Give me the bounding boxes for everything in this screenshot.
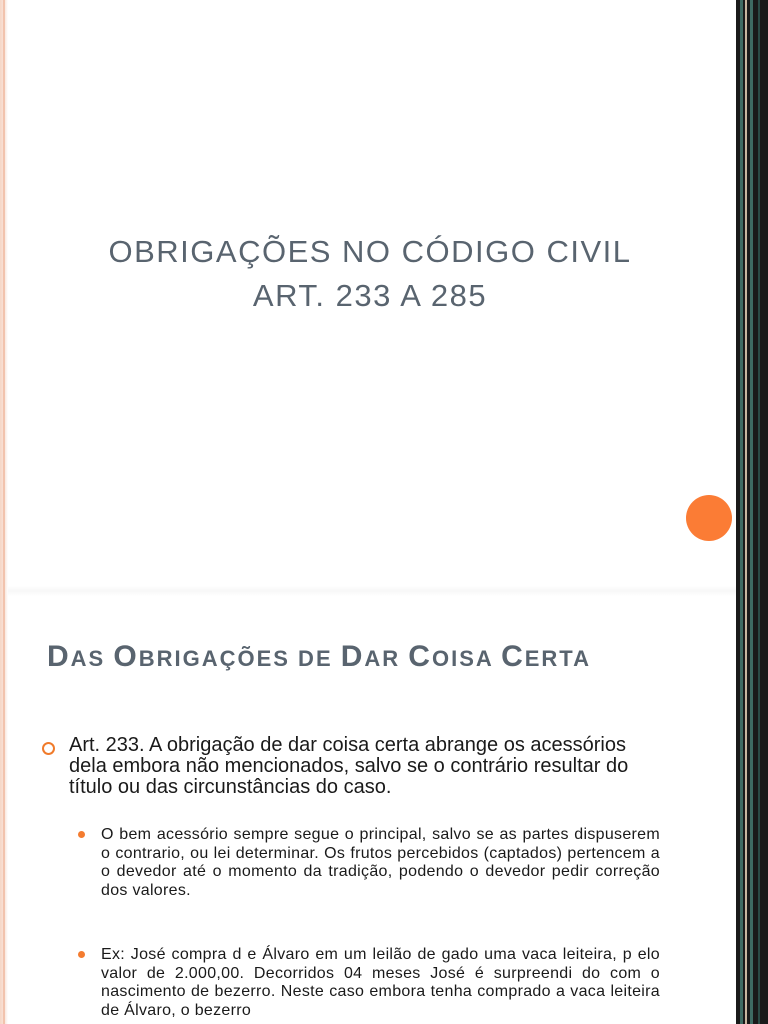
sub-bullet-2-text: Ex: José compra d e Álvaro em um leilão de gado uma vaca leiteira, p elo valor de 2.000,00. Decorridos 04 meses José é surpreendi do com o nascimento de bezerro. Neste caso embora tenha comprado a vaca leiteira de Álvaro, o bezerro <box>101 946 660 1019</box>
orange-circle-decoration <box>686 495 732 541</box>
sub-bullet-1-text: O bem acessório sempre segue o principal, salvo se as partes dispuserem o contrario, ou lei determinar. Os frutos percebidos (captados) pertencem a o devedor até o momento da tradição, podendo o devedor pedir correção dos valores. <box>101 826 660 899</box>
hollow-circle-bullet-icon <box>42 742 55 755</box>
left-edge-decoration <box>0 0 8 1024</box>
heading-cap: D <box>47 640 71 673</box>
heading-rest: AR <box>364 646 409 671</box>
slide-title <box>20 230 720 318</box>
bullet-main-text: Art. 233. A obrigação de dar coisa certa abrange os acessórios dela embora não mencionados, salvo se o contrário resultar do título ou das circunstâncias do caso. <box>69 734 629 798</box>
dot-bullet-icon <box>78 831 85 838</box>
heading-cap: C <box>501 640 525 673</box>
slide-divider <box>8 586 736 596</box>
sub-bullet-1 <box>78 826 660 900</box>
heading-rest: BRIGAÇÕES DE <box>138 646 341 671</box>
heading-rest: OISA <box>431 646 502 671</box>
bullet-main <box>42 735 642 798</box>
heading-cap: C <box>408 640 432 673</box>
heading-rest: AS <box>70 646 114 671</box>
sub-bullet-2 <box>78 946 660 1020</box>
heading-rest: ERTA <box>524 646 591 671</box>
heading-cap: D <box>340 640 365 673</box>
section-heading <box>47 640 727 674</box>
title-line-1: OBRIGAÇÕES NO CÓDIGO CIVIL <box>108 234 632 269</box>
right-border-decoration <box>736 0 768 1024</box>
heading-cap: O <box>113 640 139 673</box>
dot-bullet-icon <box>78 951 85 958</box>
title-line-2: ART. 233 A 285 <box>252 278 488 313</box>
